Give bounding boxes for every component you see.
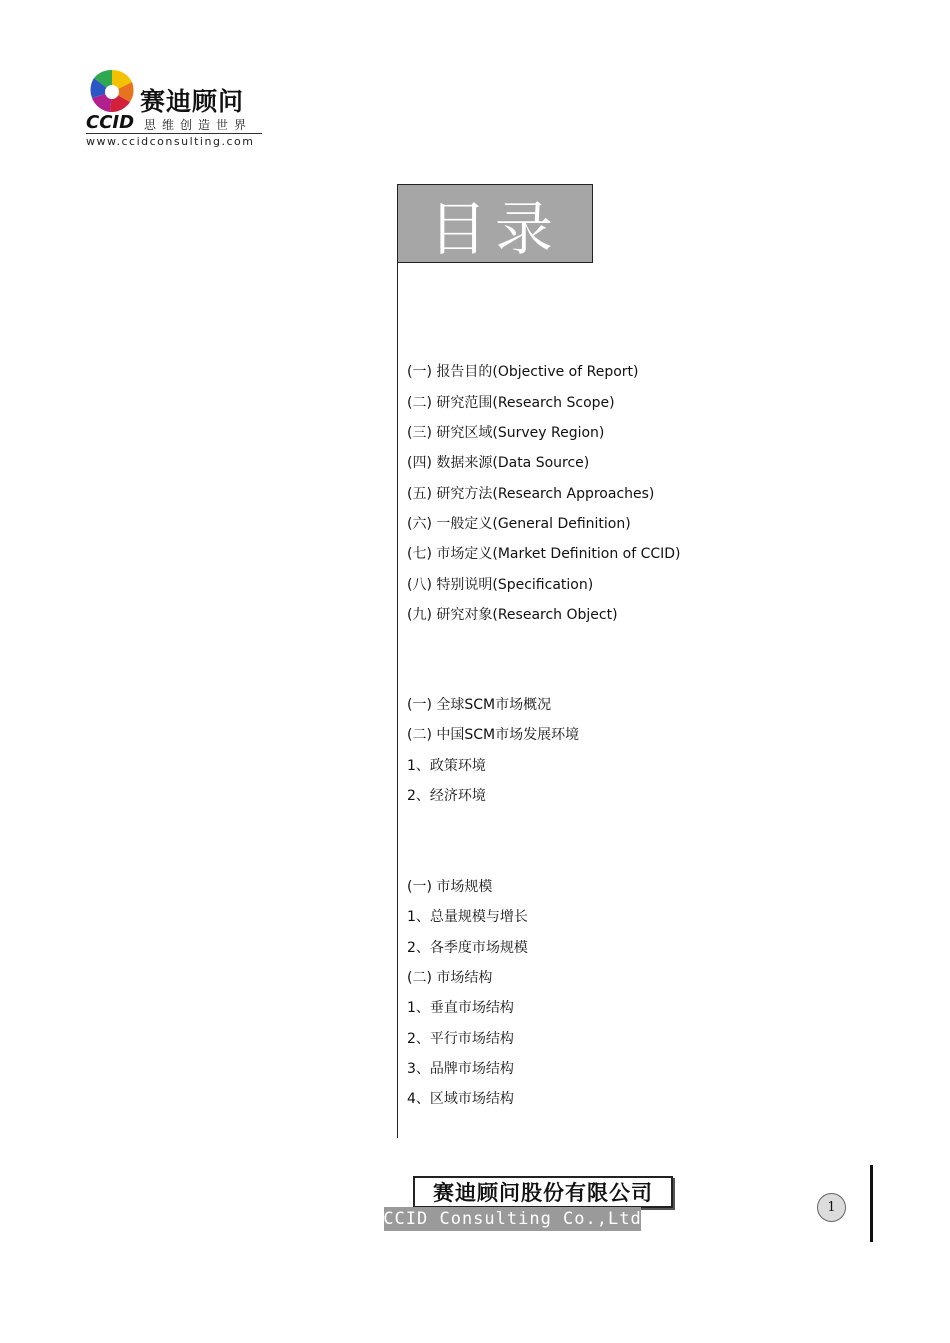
toc-entry-title: (二) 市场结构 [407,970,493,986]
logo-slogan: 思维创造世界 [144,118,253,132]
company-logo [84,66,274,150]
page-number-badge: 1 [817,1193,846,1222]
toc-entry-title: (二) 研究范围(Research Scope) [407,395,615,411]
toc-entry-title: 4、区域市场结构 [407,1091,514,1107]
logo-chinese-name: 赛迪顾问 [140,87,245,116]
toc-entry-title: 1、总量规模与增长 [407,909,528,925]
logo-divider [86,133,262,134]
footer-company-name-cn: 赛迪顾问股份有限公司 [413,1176,673,1208]
toc-entry-title: 3、品牌市场结构 [407,1061,514,1077]
toc-entry-title: (五) 研究方法(Research Approaches) [407,486,655,502]
toc-vertical-divider [397,262,398,1138]
toc-entry-title: 1、垂直市场结构 [407,1000,514,1016]
toc-entry-title: (三) 研究区域(Survey Region) [407,425,605,441]
toc-entry-title: (六) 一般定义(General Definition) [407,516,631,532]
toc-entry-title: 2、经济环境 [407,788,486,804]
page-title-box [397,184,593,263]
toc-entry-title: 1、政策环境 [407,758,486,774]
toc-entry-title: (一) 全球SCM市场概况 [407,697,552,713]
page-title: 目录 [428,194,561,263]
toc-entry-title: (七) 市场定义(Market Definition of CCID) [407,546,681,562]
page-edge-rule [870,1165,873,1242]
toc-entry-title: (一) 报告目的(Objective of Report) [407,364,639,380]
footer-company-name-en: CCID Consulting Co.,Ltd [383,1209,642,1229]
logo-brand: CCID [86,112,135,133]
toc-entry-title: 2、平行市场结构 [407,1031,514,1047]
logo-url: www.ccidconsulting.com [86,135,255,148]
rainbow-logo-icon [88,68,136,112]
toc-entry-title: 2、各季度市场规模 [407,940,528,956]
toc-entry-title: (九) 研究对象(Research Object) [407,607,618,623]
toc-entry-title: (四) 数据来源(Data Source) [407,455,590,471]
toc-entry-title: (一) 市场规模 [407,879,493,895]
toc-entry-title: (二) 中国SCM市场发展环境 [407,727,580,743]
toc-entry-title: (八) 特别说明(Specification) [407,577,594,593]
